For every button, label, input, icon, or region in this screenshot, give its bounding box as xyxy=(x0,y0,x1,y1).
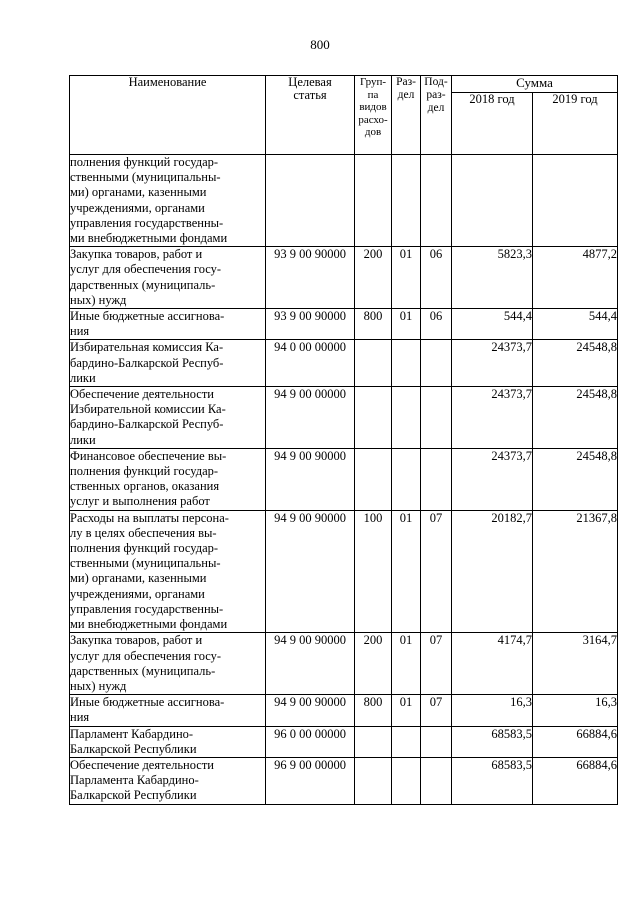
row-sum-2018: 68583,5 xyxy=(452,757,533,804)
row-sum-2018: 24373,7 xyxy=(452,387,533,449)
header-subsection-line: Под- xyxy=(424,76,448,88)
row-name-line: ми) органами, казенными xyxy=(70,185,207,200)
row-sum-2019: 21367,8 xyxy=(533,510,618,633)
row-name xyxy=(70,448,266,510)
row-name-line: Закупка товаров, работ и xyxy=(70,633,203,648)
row-sum-2019 xyxy=(533,155,618,247)
header-year-2019: 2019 год xyxy=(533,93,618,155)
row-section xyxy=(392,726,421,757)
row-name xyxy=(70,155,266,247)
row-name-line: ния xyxy=(70,710,90,725)
row-sum-2019: 24548,8 xyxy=(533,387,618,449)
row-sum-2019: 4877,2 xyxy=(533,247,618,309)
row-name xyxy=(70,387,266,449)
row-sum-2019: 24548,8 xyxy=(533,340,618,387)
table-row xyxy=(70,387,618,449)
row-name-line: Парламент Кабардино- xyxy=(70,726,194,741)
row-target: 94 9 00 90000 xyxy=(266,633,355,695)
row-name-line: Балкарской Республики xyxy=(70,788,197,803)
row-name-line: Расходы на выплаты персона- xyxy=(70,510,229,525)
row-group xyxy=(355,726,392,757)
header-group-line: дов xyxy=(364,126,382,138)
row-name xyxy=(70,633,266,695)
row-name-line: Обеспечение деятельности xyxy=(70,757,215,772)
row-group xyxy=(355,757,392,804)
row-sum-2018: 16,3 xyxy=(452,695,533,726)
row-name-line: услуг для обеспечения госу- xyxy=(70,262,222,277)
header-group-line: па xyxy=(367,88,379,101)
table-row xyxy=(70,757,618,804)
row-name-line: Избирательной комиссии Ка- xyxy=(70,402,226,417)
row-sum-2018 xyxy=(452,155,533,247)
row-name-line: полнения функций государ- xyxy=(70,541,219,556)
row-name-line: Иные бюджетные ассигнова- xyxy=(70,309,225,324)
header-group-line: видов xyxy=(359,101,387,113)
table-row xyxy=(70,695,618,726)
row-name-line: ми внебюджетными фондами xyxy=(70,231,228,246)
header-row xyxy=(70,76,618,93)
row-group: 800 xyxy=(355,695,392,726)
row-name-line: полнения функций государ- xyxy=(70,464,219,479)
budget-table xyxy=(69,75,618,805)
row-name xyxy=(70,247,266,309)
row-section xyxy=(392,448,421,510)
row-sum-2018: 24373,7 xyxy=(452,448,533,510)
row-name-line: ных) нужд xyxy=(70,292,127,307)
header-group xyxy=(355,76,392,155)
row-name-line: учреждениями, органами xyxy=(70,200,205,215)
row-name-line: услуг и выполнения работ xyxy=(70,494,210,509)
row-target xyxy=(266,155,355,247)
header-section xyxy=(392,76,421,155)
table-body xyxy=(70,155,618,805)
row-name-line: бардино-Балкарской Респуб- xyxy=(70,417,224,432)
row-sum-2018: 4174,7 xyxy=(452,633,533,695)
row-group: 800 xyxy=(355,309,392,340)
row-target: 94 9 00 90000 xyxy=(266,448,355,510)
row-subsection xyxy=(421,757,452,804)
row-name-line: Парламента Кабардино- xyxy=(70,773,199,788)
row-name-line: ственными (муниципальны- xyxy=(70,170,221,185)
row-name-line: дарственных (муниципаль- xyxy=(70,277,216,292)
row-sum-2018: 20182,7 xyxy=(452,510,533,633)
header-section-line: дел xyxy=(397,89,415,101)
row-section xyxy=(392,340,421,387)
row-name-line: лики xyxy=(70,432,96,447)
row-subsection xyxy=(421,387,452,449)
row-name-line: лу в целях обеспечения вы- xyxy=(70,525,217,540)
row-subsection xyxy=(421,340,452,387)
row-sum-2018: 5823,3 xyxy=(452,247,533,309)
row-name-line: Балкарской Республики xyxy=(70,741,197,756)
table-row xyxy=(70,510,618,633)
header-group-line: расхо- xyxy=(358,113,388,126)
row-name-line: ственными (муниципальны- xyxy=(70,556,221,571)
header-year-2018: 2018 год xyxy=(452,93,533,155)
row-name-line: Закупка товаров, работ и xyxy=(70,247,203,262)
row-name-line: лики xyxy=(70,370,96,385)
row-sum-2019: 3164,7 xyxy=(533,633,618,695)
row-subsection: 06 xyxy=(421,247,452,309)
table-row xyxy=(70,155,618,247)
table-row xyxy=(70,726,618,757)
row-name-line: Избирательная комиссия Ка- xyxy=(70,340,224,355)
row-sum-2019: 66884,6 xyxy=(533,757,618,804)
header-group-line: Груп- xyxy=(359,76,387,88)
row-subsection xyxy=(421,155,452,247)
row-subsection: 07 xyxy=(421,510,452,633)
row-name-line: ственных органов, оказания xyxy=(70,479,220,494)
row-subsection xyxy=(421,726,452,757)
row-group xyxy=(355,387,392,449)
row-sum-2018: 68583,5 xyxy=(452,726,533,757)
row-sum-2019: 16,3 xyxy=(533,695,618,726)
row-sum-2018: 544,4 xyxy=(452,309,533,340)
row-sum-2018: 24373,7 xyxy=(452,340,533,387)
row-target: 94 9 00 00000 xyxy=(266,387,355,449)
row-name-line: управления государственны- xyxy=(70,601,224,616)
row-subsection: 06 xyxy=(421,309,452,340)
row-section: 01 xyxy=(392,309,421,340)
row-name xyxy=(70,510,266,633)
row-section xyxy=(392,757,421,804)
row-target: 94 9 00 90000 xyxy=(266,510,355,633)
row-name-line: полнения функций государ- xyxy=(70,155,219,169)
table-row xyxy=(70,448,618,510)
header-subsection xyxy=(421,76,452,155)
header-target-label: Целевая статья xyxy=(288,75,332,102)
row-group xyxy=(355,340,392,387)
row-name-line: Иные бюджетные ассигнова- xyxy=(70,695,225,710)
row-section xyxy=(392,387,421,449)
row-subsection: 07 xyxy=(421,695,452,726)
header-subsection-line: дел xyxy=(427,102,445,114)
row-name-line: ных) нужд xyxy=(70,678,127,693)
row-section xyxy=(392,155,421,247)
row-group: 100 xyxy=(355,510,392,633)
row-name-line: Обеспечение деятельности xyxy=(70,387,215,402)
page-number: 800 xyxy=(310,37,330,52)
row-name-line: ния xyxy=(70,324,90,339)
header-name: Наименование xyxy=(70,76,266,155)
row-section: 01 xyxy=(392,633,421,695)
row-name-line: управления государственны- xyxy=(70,215,224,230)
row-name-line: бардино-Балкарской Респуб- xyxy=(70,355,224,370)
row-group xyxy=(355,448,392,510)
row-target: 94 9 00 90000 xyxy=(266,695,355,726)
row-target: 93 9 00 90000 xyxy=(266,309,355,340)
row-group xyxy=(355,155,392,247)
row-subsection: 07 xyxy=(421,633,452,695)
row-target: 96 0 00 00000 xyxy=(266,726,355,757)
row-name-line: ми внебюджетными фондами xyxy=(70,617,228,632)
row-sum-2019: 544,4 xyxy=(533,309,618,340)
row-section: 01 xyxy=(392,695,421,726)
row-name xyxy=(70,757,266,804)
table-row xyxy=(70,340,618,387)
row-name-line: услуг для обеспечения госу- xyxy=(70,648,222,663)
row-group: 200 xyxy=(355,247,392,309)
row-sum-2019: 24548,8 xyxy=(533,448,618,510)
table-row xyxy=(70,309,618,340)
header-target xyxy=(266,76,355,155)
row-name-line: дарственных (муниципаль- xyxy=(70,663,216,678)
row-target: 93 9 00 90000 xyxy=(266,247,355,309)
row-name-line: Финансовое обеспечение вы- xyxy=(70,448,227,463)
header-subsection-line: раз- xyxy=(426,89,446,101)
row-sum-2019: 66884,6 xyxy=(533,726,618,757)
row-group: 200 xyxy=(355,633,392,695)
row-section: 01 xyxy=(392,247,421,309)
row-target: 96 9 00 00000 xyxy=(266,757,355,804)
row-name-line: учреждениями, органами xyxy=(70,586,205,601)
row-name xyxy=(70,695,266,726)
row-name-line: ми) органами, казенными xyxy=(70,571,207,586)
row-name xyxy=(70,309,266,340)
row-target: 94 0 00 00000 xyxy=(266,340,355,387)
header-sum: Сумма xyxy=(452,76,618,93)
table-row xyxy=(70,247,618,309)
row-name xyxy=(70,726,266,757)
header-section-line: Раз- xyxy=(396,76,416,88)
row-section: 01 xyxy=(392,510,421,633)
row-subsection xyxy=(421,448,452,510)
table-row xyxy=(70,633,618,695)
row-name xyxy=(70,340,266,387)
